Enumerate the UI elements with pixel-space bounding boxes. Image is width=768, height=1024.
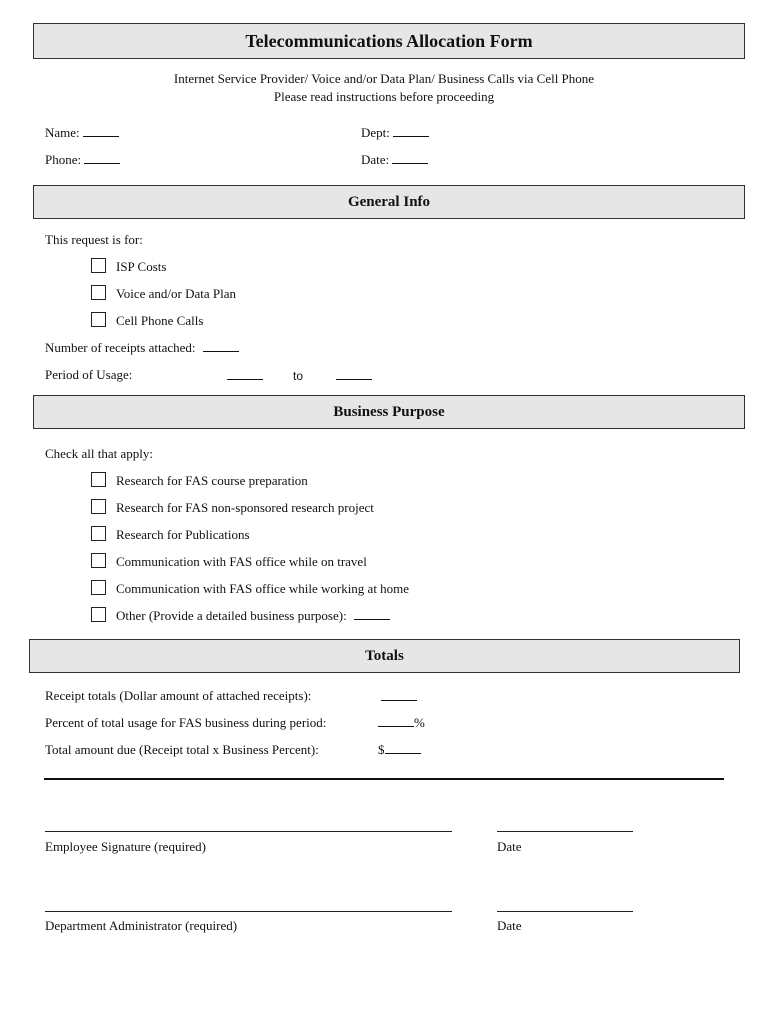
dept-field[interactable] [361,125,429,141]
employee-signature-label: Employee Signature (required) [45,839,206,854]
purpose-travel-label: Communication with FAS office while on travel [116,554,367,569]
check-all-label: Check all that apply: [45,446,153,461]
dept-blank[interactable] [393,125,429,137]
name-field[interactable] [45,125,119,141]
employee-signature-line[interactable] [45,831,452,832]
isp-costs-checkbox[interactable] [91,258,106,273]
totals-heading: Totals [29,639,740,673]
name-blank[interactable] [83,125,119,137]
percent-suffix: % [414,715,425,730]
percent-label: Percent of total usage for FAS business during period: [45,715,327,730]
receipt-totals-blank[interactable] [381,689,417,701]
form-title: Telecommunications Allocation Form [33,23,745,59]
purpose-publications-label: Research for Publications [116,527,250,542]
total-due-field[interactable] [378,742,421,758]
date-field[interactable] [361,152,428,168]
purpose-other-checkbox[interactable] [91,607,106,622]
voice-data-plan-label: Voice and/or Data Plan [116,286,236,301]
receipts-blank[interactable] [203,340,239,352]
purpose-other-blank[interactable] [354,608,390,620]
employee-date-label: Date [497,839,522,854]
period-to-label: to [293,369,304,383]
purpose-course-prep-label: Research for FAS course preparation [116,473,308,488]
admin-signature-line[interactable] [45,911,452,912]
section-divider [44,778,724,780]
purpose-home-checkbox[interactable] [91,580,106,595]
admin-date-line[interactable] [497,911,633,912]
receipt-totals-label: Receipt totals (Dollar amount of attached receipts): [45,688,312,703]
date-blank[interactable] [392,152,428,164]
phone-blank[interactable] [84,152,120,164]
date-label: Date: [361,152,390,167]
period-start-blank[interactable] [227,368,263,380]
period-label: Period of Usage: [45,367,133,382]
total-due-label: Total amount due (Receipt total x Business Percent): [45,742,319,757]
employee-date-line[interactable] [497,831,633,832]
business-purpose-heading: Business Purpose [33,395,745,429]
cell-phone-calls-label: Cell Phone Calls [116,313,204,328]
form-subtitle-line1: Internet Service Provider/ Voice and/or Data Plan/ Business Calls via Cell Phone [173,71,595,86]
percent-blank[interactable] [378,715,414,727]
purpose-publications-checkbox[interactable] [91,526,106,541]
admin-signature-label: Department Administrator (required) [45,918,238,933]
name-label: Name: [45,125,80,140]
percent-field[interactable] [378,715,425,731]
purpose-other-field[interactable] [116,608,390,624]
cell-phone-calls-checkbox[interactable] [91,312,106,327]
voice-data-plan-checkbox[interactable] [91,285,106,300]
phone-label: Phone: [45,152,82,167]
purpose-research-project-checkbox[interactable] [91,499,106,514]
receipts-label: Number of receipts attached: [45,340,196,355]
purpose-home-label: Communication with FAS office while working at home [116,581,410,596]
purpose-travel-checkbox[interactable] [91,553,106,568]
dollar-prefix: $ [378,742,385,757]
request-label: This request is for: [45,232,143,247]
purpose-research-project-label: Research for FAS non-sponsored research project [116,500,374,515]
isp-costs-label: ISP Costs [116,259,167,274]
total-due-blank[interactable] [385,742,421,754]
general-info-heading: General Info [33,185,745,219]
admin-date-label: Date [497,918,522,933]
purpose-other-label: Other (Provide a detailed business purpose): [116,608,347,623]
phone-field[interactable] [45,152,120,168]
form-subtitle-line2: Please read instructions before proceeding [273,89,495,104]
receipts-field[interactable] [45,340,239,356]
dept-label: Dept: [361,125,390,140]
purpose-course-prep-checkbox[interactable] [91,472,106,487]
period-end-blank[interactable] [336,368,372,380]
